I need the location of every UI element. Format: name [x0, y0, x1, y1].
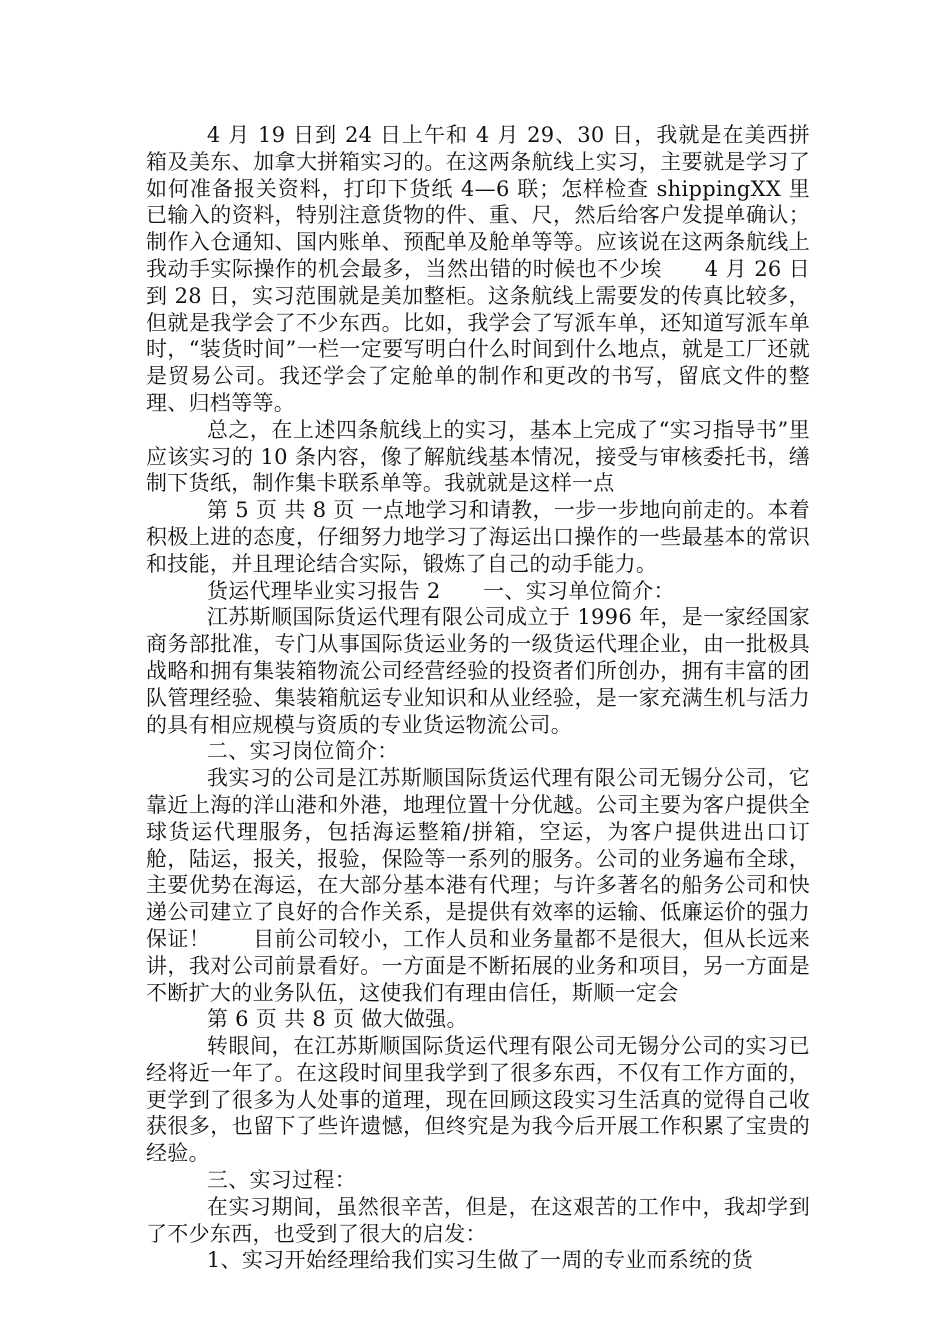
paragraph-reflection: 转眼间，在江苏斯顺国际货运代理有限公司无锡分公司的实习已经将近一年了。在这段时间里我学到了很多东西，不仅有工作方面的，更学到了很多为人处事的道理，现在回顾这段实习生活真的觉得自己收获很多，也留下了些许遗憾，但终究是为我今后开展工作积累了宝贵的经验。 — [146, 1034, 810, 1166]
section-heading-position: 二、实习岗位简介： — [206, 739, 399, 764]
paragraph-1: 4 月 19 日到 24 日上午和 4 月 29、30 日，我就是在美西拼箱及美东、加拿大拼箱实习的。在这两条航线上实习，主要就是学习了如何准备报关资料，打印下货纸 4—6 联；怎样检查 shippingXX 里已输入的资料，特别注意货物的件、重、尺，然后给客户发提单确认；制作入仓通知、国内账单、预配单及舱单等等。应该说在这两条航线上我动手实际操作的机会最多，当然出错的时候也不少埃 4 月 26 日到 28 日，实习范围就是美加整柜。这条航线上需要发的传真比较多，但就是我学会了不少东西。比如，我学会了写派车单，还知道写派车单时，“装货时间”一栏一定要写明白什么时间到什么地点，就是工厂还就是贸易公司。我还学会了定舱单的制作和更改的书写，留底文件的整理、归档等等。 — [146, 123, 810, 415]
paragraph-3-page-marker-5: 第 5 页 共 8 页 一点地学习和请教，一步一步地向前走的。本着积极上进的态度，仔细努力地学习了海运出口操作的一些最基本的常识和技能，并且理论结合实际，锻炼了自己的动手能力。 — [146, 498, 810, 576]
paragraph-company-intro: 江苏斯顺国际货运代理有限公司成立于 1996 年，是一家经国家商务部批准，专门从事国际货运业务的一级货运代理企业，由一批极具战略和拥有集装箱物流公司经营经验的投资者们所创办，拥有丰富的团队管理经验、集装箱航运专业知识和从业经验，是一家充满生机与活力的具有相应规模与资质的专业货运物流公司。 — [146, 605, 810, 737]
section-heading-process: 三、实习过程： — [206, 1168, 356, 1193]
paragraph-process-item-1: 1、实习开始经理给我们实习生做了一周的专业而系统的货 — [206, 1248, 754, 1273]
paragraph-process-intro: 在实习期间，虽然很辛苦，但是，在这艰苦的工作中，我却学到了不少东西，也受到了很大的启发： — [146, 1194, 810, 1246]
document-page — [146, 122, 810, 1274]
section-heading-report-2: 货运代理毕业实习报告 2 一、实习单位简介： — [206, 578, 675, 603]
paragraph-page-marker-6: 第 6 页 共 8 页 做大做强。 — [206, 1007, 468, 1032]
paragraph-2: 总之，在上述四条航线上的实习，基本上完成了“实习指导书”里应该实习的 10 条内容，像了解航线基本情况，接受与审核委托书，缮制下货纸，制作集卡联系单等。我就就是这样一点 — [146, 417, 810, 496]
paragraph-position-intro: 我实习的公司是江苏斯顺国际货运代理有限公司无锡分公司，它靠近上海的洋山港和外港，地理位置十分优越。公司主要为客户提供全球货运代理服务，包括海运整箱/拼箱，空运，为客户提供进出口订舱，陆运，报关，报验，保险等一系列的服务。公司的业务遍布全球，主要优势在海运，在大部分基本港有代理；与许多著名的船务公司和快递公司建立了良好的合作关系，是提供有效率的运输、低廉运价的强力保证！ 目前公司较小，工作人员和业务量都不是很大，但从长远来讲，我对公司前景看好。一方面是不断拓展的业务和项目，另一方面是不断扩大的业务队伍，这使我们有理由信任，斯顺一定会 — [146, 766, 810, 1005]
